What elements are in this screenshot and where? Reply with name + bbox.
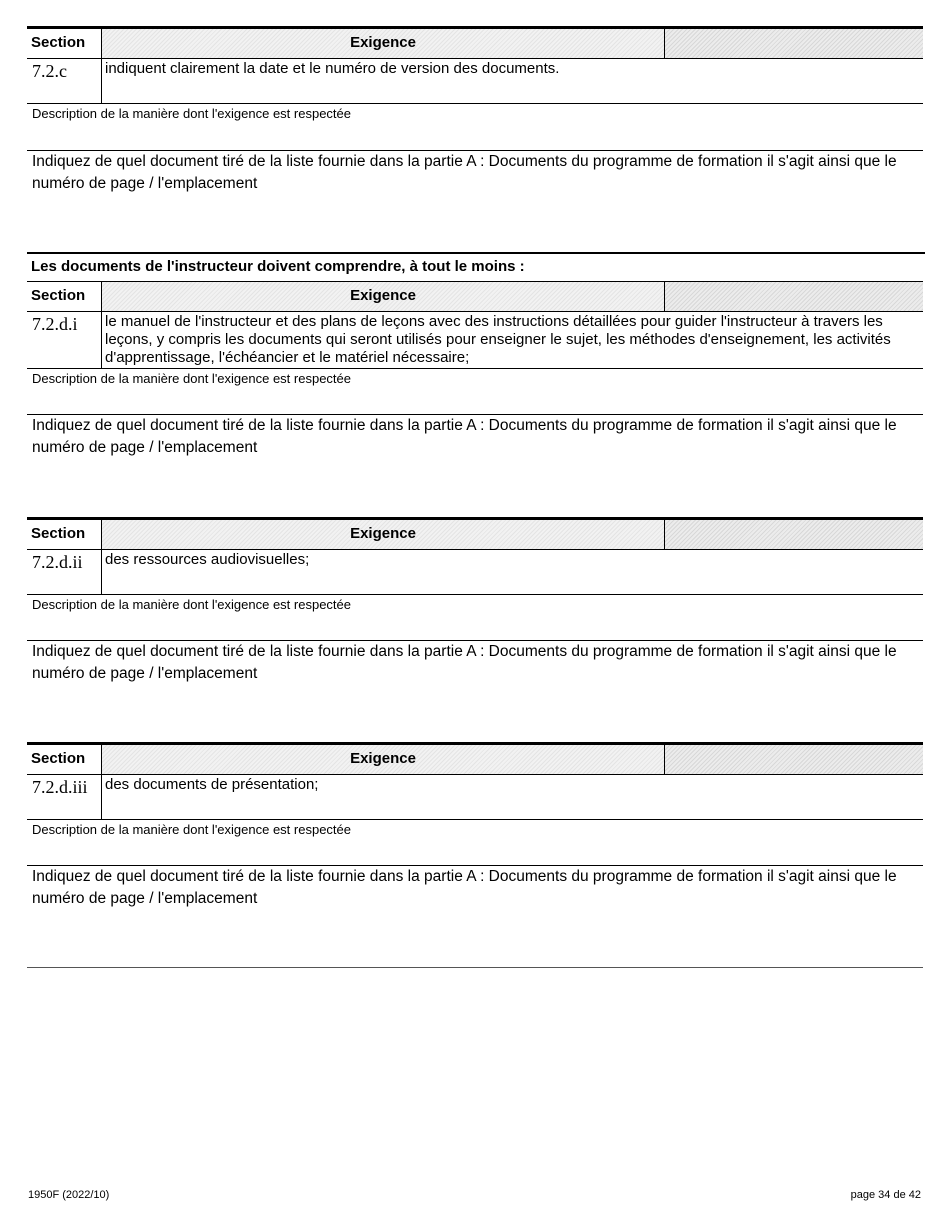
table-header (27, 745, 923, 775)
table-header (27, 282, 923, 312)
requirement-block-7-2-c (27, 26, 923, 192)
document-location-field[interactable]: Indiquez de quel document tiré de la liste fournie dans la partie A : Documents du programme de formation il s'agit ainsi que le numéro de page / l'emplacement (27, 640, 923, 685)
blank-header-cell (665, 520, 923, 549)
requirement-row (27, 59, 923, 104)
section-header: Section (31, 34, 86, 51)
requirement-row (27, 550, 923, 595)
exigence-header: Exigence (101, 282, 665, 311)
requirement-block-7-2-d-ii (27, 517, 923, 682)
requirement-row (27, 312, 923, 369)
blank-header-cell (665, 282, 923, 311)
form-number: 1950F (2022/10) (28, 1189, 110, 1201)
requirement-text: le manuel de l'instructeur et des plans de leçons avec des instructions détaillées pour guider l'instructeur à travers les leçons, y compris les documents qui seront utilisés pour enseigner le sujet, les méthodes d'enseignement, les activités d'apprentissage, l'échéancier et le matériel nécessaire; (101, 312, 923, 368)
instructor-heading: Les documents de l'instructeur doivent comprendre, à tout le moins : (31, 258, 525, 275)
requirement-text: des ressources audiovisuelles; (101, 550, 923, 594)
requirement-block-7-2-d-iii (27, 742, 923, 907)
section-header: Section (31, 750, 86, 767)
exigence-header: Exigence (101, 745, 665, 774)
table-header (27, 29, 923, 59)
section-divider (27, 252, 925, 254)
description-label: Description de la manière dont l'exigence est respectée (32, 597, 351, 612)
exigence-header: Exigence (101, 520, 665, 549)
document-location-field[interactable]: Indiquez de quel document tiré de la liste fournie dans la partie A : Documents du programme de formation il s'agit ainsi que le numéro de page / l'emplacement (27, 150, 923, 195)
page-number: page 34 de 42 (850, 1189, 921, 1201)
exigence-header: Exigence (101, 29, 665, 58)
section-header: Section (31, 525, 86, 542)
description-label: Description de la manière dont l'exigence est respectée (32, 106, 351, 121)
description-label: Description de la manière dont l'exigence est respectée (32, 371, 351, 386)
description-label: Description de la manière dont l'exigence est respectée (32, 822, 351, 837)
blank-header-cell (665, 29, 923, 58)
requirement-block-7-2-d-i (27, 281, 923, 456)
requirement-row (27, 775, 923, 820)
document-location-field[interactable]: Indiquez de quel document tiré de la liste fournie dans la partie A : Documents du programme de formation il s'agit ainsi que le numéro de page / l'emplacement (27, 414, 923, 459)
section-number: 7.2.d.ii (32, 552, 83, 572)
table-header (27, 520, 923, 550)
blank-header-cell (665, 745, 923, 774)
section-number: 7.2.d.iii (32, 777, 88, 797)
section-number: 7.2.d.i (32, 314, 78, 334)
section-header: Section (31, 287, 86, 304)
document-location-field[interactable]: Indiquez de quel document tiré de la liste fournie dans la partie A : Documents du programme de formation il s'agit ainsi que le numéro de page / l'emplacement (27, 865, 923, 910)
end-divider (27, 967, 923, 968)
section-number: 7.2.c (32, 61, 67, 81)
requirement-text: indiquent clairement la date et le numéro de version des documents. (101, 59, 923, 103)
requirement-text: des documents de présentation; (101, 775, 923, 819)
